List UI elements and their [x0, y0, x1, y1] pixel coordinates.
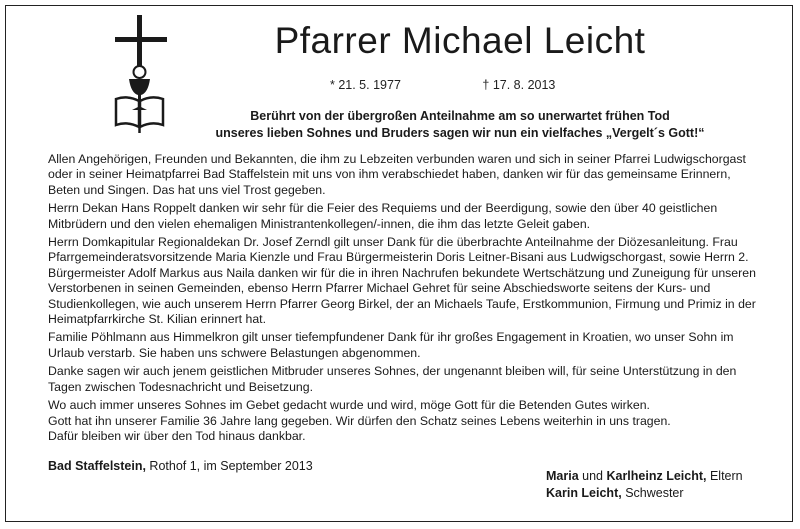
life-dates	[330, 78, 555, 92]
deceased-name: Pfarrer Michael Leicht	[274, 20, 646, 61]
death-date: † 17. 8. 2013	[482, 78, 556, 92]
paragraph-diocese: Herrn Domkapitular Regionaldekan Dr. Josef Zerndl gilt unser Dank für die überbrachte Anteilnahme der Diözesanleitung. Frau Pfarrgemeinderatsvorsitzende Maria Kienzle und Frau Bürgermeisterin Doris Leitner-Bisani aus Ludwigschorgast, sowie Herrn 2. Bürgermeister Adolf Markus aus Naila danken wir für die in ihren Nachrufen bekundete Wertschätzung und Zuneigung für unseren Verstorbenen in seinen Gemeinden, ebenso Herrn Pfarrer Michael Gehret für seine Abschiedsworte seitens der Kurs- und Studienkollegen, wie auch unserem Herrn Pfarrer Georg Birkel, der an Michaels Taufe, Erstkommunion, Firmung und Primiz in der Heimatpfarrkirche St. Kilian erinnert hat.	[48, 235, 756, 327]
paragraph-poehlmann: Familie Pöhlmann aus Himmelkron gilt unser tiefempfundener Dank für ihr großes Engagement in Kroatien, wo unser Sohn im Urlaub verstarb. Sie haben uns schwere Belastungen abgenommen.	[48, 330, 734, 360]
signer-sister-role: Schwester	[621, 486, 684, 500]
signer-parents	[546, 468, 743, 485]
paragraph-confrere: Danke sagen wir auch jenem geistlichen Mitbruder unseres Sohnes, der ungenannt bleiben will, für seine Unterstützung in den Tagen zwischen Todesnachricht und Beisetzung.	[48, 364, 737, 394]
place-date-line	[48, 459, 313, 473]
notice-body	[48, 152, 766, 447]
signer-sister-name: Karin Leicht,	[546, 486, 622, 500]
thanks-line-2: unseres lieben Sohnes und Bruders sagen wir nun ein vielfaches „Vergelt´s Gott!“	[215, 126, 705, 140]
signer-father: Karlheinz Leicht,	[606, 469, 707, 483]
signers-block	[546, 468, 743, 502]
thanks-line-1: Berührt von der übergroßen Anteilnahme am so unerwartet frühen Tod	[250, 109, 670, 123]
signer-conjunction: und	[578, 469, 607, 483]
place-name: Bad Staffelstein,	[48, 459, 146, 473]
paragraph-prayer: Wo auch immer unseres Sohnes im Gebet gedacht wurde und wird, möge Gott für die Betenden Gutes wirken.	[48, 398, 650, 413]
thanks-heading	[150, 108, 770, 142]
place-address: Rothof 1, im September 2013	[145, 459, 313, 473]
paragraph-relatives: Allen Angehörigen, Freunden und Bekannten, die ihm zu Lebzeiten verbunden waren und sich in seiner Pfarrei Ludwigschorgast oder in seiner Heimatpfarrei Bad Staffelstein mit uns von ihm verabschiedet haben, danken wir für das gemeinsame Erinnern, Beten und Singen. Das hat uns viel Trost gegeben.	[48, 152, 746, 197]
signer-parents-role: Eltern	[706, 469, 743, 483]
signer-sister	[546, 485, 743, 502]
paragraph-gratitude: Dafür bleiben wir über den Tod hinaus dankbar.	[48, 428, 306, 443]
paragraph-dean: Herrn Dekan Hans Roppelt danken wir sehr für die Feier des Requiems und der Beerdigung, sowie den über 40 geistlichen Mitbrüdern und den vielen ehemaligen Ministrantenkollegen/-innen, die ihm das letzte Geleit gaben.	[48, 201, 718, 231]
birth-date: * 21. 5. 1977	[330, 78, 401, 92]
signer-mother: Maria	[546, 469, 579, 483]
paragraph-family-years: Gott hat ihn unserer Familie 36 Jahre lang gegeben. Wir dürfen den Schatz seines Lebens weiterhin in uns tragen.	[48, 413, 671, 428]
